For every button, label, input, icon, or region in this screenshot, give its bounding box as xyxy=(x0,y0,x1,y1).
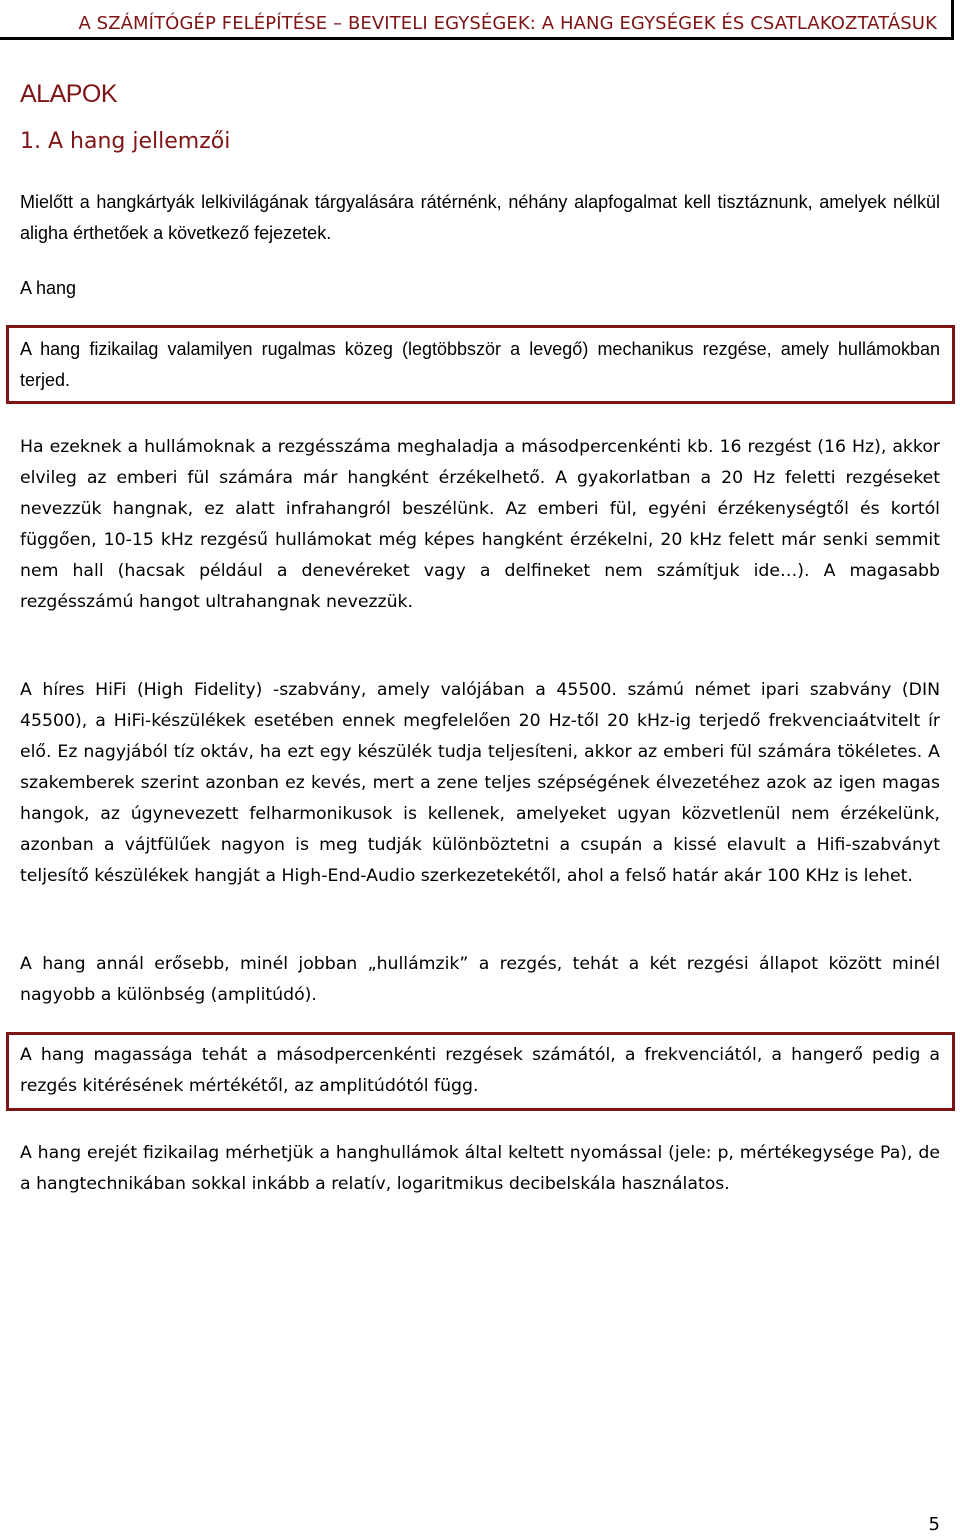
paragraph-hifi: A híres HiFi (High Fidelity) -szabvány, amely valójában a 45500. számú német ipari szabvány (DIN 45500), a HiFi-készülékek esetében ennek megfelelően 20 Hz-től 20 kHz-ig terjedő frekvenciaátvitelt ír elő. Ez nagyjából tíz oktáv, ha ezt egy készülék tudja teljesíteni, akkor az emberi fül számára tökéletes. A szakemberek szerint azonban ez kevés, mert a zene teljes szépségének élvezetéhez azok az igen magas hangok, az úgynevezett felharmonikusok is kellenek, amelyeket ugyan közvetlenül nem érzékelünk, azonban a vájtfülűek nagyon is meg tudják különböztetni a csupán a kissé elavult a Hifi-szabványt teljesítő készülékek hangját a High-End-Audio szerkezetekétől, ahol a felső határ akár 100 KHz is lehet. xyxy=(20,680,940,886)
summary-box xyxy=(6,1032,955,1111)
paragraph-pressure: A hang erejét fizikailag mérhetjük a hanghullámok által keltett nyomással (jele: p, mértékegysége Pa), de a hangtechnikában sokkal inkább a relatív, logaritmikus decibelskála használatos. xyxy=(20,1143,940,1194)
paragraph-intro: Mielőtt a hangkártyák lelkivilágának tárgyalására rátérnénk, néhány alapfogalmat kell tisztáznunk, amelyek nélkül aligha érthetőek a következő fejezetek. xyxy=(20,192,940,243)
summary-text: A hang magassága tehát a másodpercenkénti rezgések számától, a frekvenciától, a hangerő pedig a rezgés kitérésének mértékétől, az amplitúdótól függ. xyxy=(20,1045,940,1096)
paragraph-heading-a-hang: A hang xyxy=(20,278,77,298)
running-header xyxy=(0,0,954,40)
subsection-title: 1. A hang jellemzői xyxy=(20,129,231,154)
section-title: ALAPOK xyxy=(20,80,118,108)
running-header-title: A SZÁMÍTÓGÉP FELÉPÍTÉSE – BEVITELI EGYSÉGEK: A HANG EGYSÉGEK ÉS CSATLAKOZTATÁSUK xyxy=(78,13,937,34)
paragraph-amplitude: A hang annál erősebb, minél jobban „hullámzik” a rezgés, tehát a két rezgési állapot között minél nagyobb a különbség (amplitúdó). xyxy=(20,954,940,1005)
definition-box xyxy=(6,325,955,404)
paragraph-frequency: Ha ezeknek a hullámoknak a rezgésszáma meghaladja a másodpercenkénti kb. 16 rezgést (16 Hz), akkor elvileg az emberi fül számára már hangként érzékelhető. A gyakorlatban a 20 Hz feletti rezgéseket nevezzük hangnak, ez alatt infrahangról beszélünk. Az emberi fül, egyéni érzékenységtől és kortól függően, 10-15 kHz rezgésű hullámokat még képes hangként érzékelni, 20 kHz felett már senki semmit nem hall (hacsak például a denevéreket vagy a delfineket nem számítjuk ide…). A magasabb rezgésszámú hangot ultrahangnak nevezzük. xyxy=(20,437,940,612)
definition-text: A hang fizikailag valamilyen rugalmas közeg (legtöbbször a levegő) mechanikus rezgése, amely hullámokban terjed. xyxy=(20,339,940,390)
page-number: 5 xyxy=(928,1514,940,1535)
